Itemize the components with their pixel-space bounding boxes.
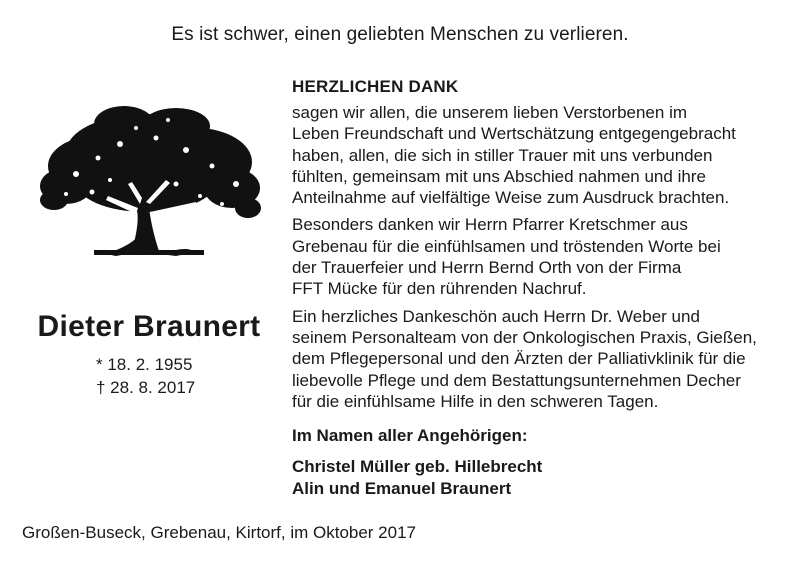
text-line: dem Pflegepersonal und den Ärzten der Palliativklinik für die xyxy=(292,349,746,369)
signer-name: Alin und Emanuel Braunert xyxy=(292,479,512,498)
thanks-heading: HERZLICHEN DANK xyxy=(292,77,459,96)
text-line: haben, allen, die sich in stiller Trauer mit uns verbunden xyxy=(292,145,713,165)
text-line: Ein herzliches Dankeschön auch Herrn Dr. Weber und xyxy=(292,306,700,326)
thanks-paragraph-3 xyxy=(292,306,782,412)
signers xyxy=(292,456,542,500)
signer-name: Christel Müller geb. Hillebrecht xyxy=(292,457,543,476)
text-line: für die einfühlsame Hilfe in den schweren Tagen. xyxy=(292,391,659,411)
place-date: Großen-Buseck, Grebenau, Kirtorf, im Oktober 2017 xyxy=(22,523,417,542)
text-line: Anteilnahme auf vielfältige Weise zum Ausdruck brachten. xyxy=(292,188,730,208)
life-dates xyxy=(96,353,195,399)
text-line: FFT Mücke für den rührenden Nachruf. xyxy=(292,279,587,299)
tree-illustration-icon xyxy=(36,104,262,256)
text-line: der Trauerfeier und Herrn Bernd Orth von der Firma xyxy=(292,258,682,278)
motto: Es ist schwer, einen geliebten Menschen zu verlieren. xyxy=(171,24,629,45)
signoff: Im Namen aller Angehörigen: xyxy=(292,426,528,445)
birth-date: * 18. 2. 1955 xyxy=(96,355,193,374)
text-line: seinem Personalteam von der Onkologischen Praxis, Gießen, xyxy=(292,327,757,347)
thanks-paragraph-2 xyxy=(292,214,782,299)
text-line: fühlten, gemeinsam mit uns Abschied nahmen und ihre xyxy=(292,166,706,186)
text-line: liebevolle Pflege und dem Bestattungsunternehmen Decher xyxy=(292,370,741,390)
death-date: † 28. 8. 2017 xyxy=(96,378,196,397)
thanks-paragraph-1 xyxy=(292,102,782,208)
text-line: Besonders danken wir Herrn Pfarrer Kretschmer aus xyxy=(292,215,688,235)
text-line: Grebenau für die einfühlsamen und tröstenden Worte bei xyxy=(292,236,721,256)
deceased-name: Dieter Braunert xyxy=(37,310,261,343)
thanks-section xyxy=(292,76,782,418)
text-line: sagen wir allen, die unserem lieben Verstorbenen im xyxy=(292,103,688,122)
text-line: Leben Freundschaft und Wertschätzung entgegengebracht xyxy=(292,124,736,144)
